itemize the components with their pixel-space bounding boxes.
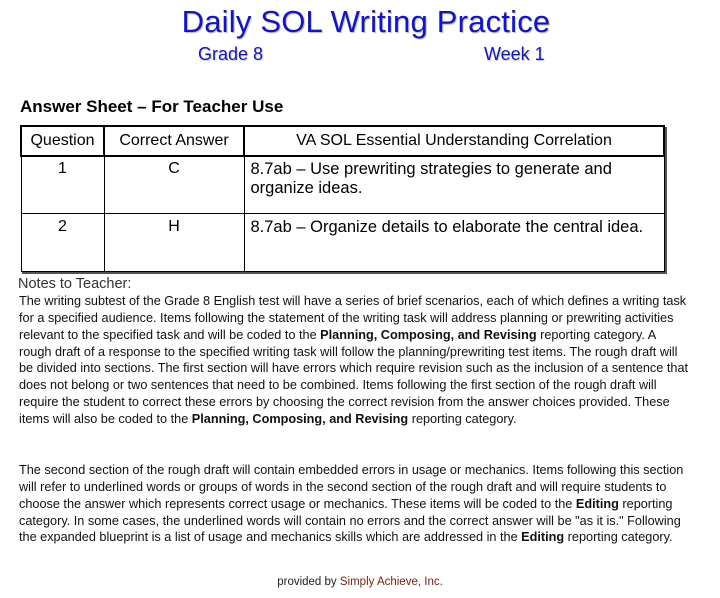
footer-prefix: provided by [277,576,340,588]
notes-paragraph-2 [19,462,689,546]
notes-text: reporting category. In some cases, the underlined words will contain no errors and the correct answer will be "as it is." Following the expanded blueprint is a list of usage and mechanics skills which are addressed in the [19,496,681,545]
reporting-category: Editing [521,530,565,545]
notes-text: reporting category. A rough draft of a response to the specified writing task will follow the planning/prewriting test items. The rough draft will be divided into sections. The first section will have errors which require revision such as the inclusion of a sentence that does not belong or two sentences that need to be combined. Items following the first section of the rough draft will require the student to correct these errors by choosing the correct revision from the answer choices provided. These items will also be coded to the [19,327,689,426]
notes-text: The writing subtest of the Grade 8 English test will have a series of brief scenarios, each of which defines a writing task for a specified audience. Items following the statement of the writing task will address planning or prewriting activities relevant to the specified task and will be coded to the [19,294,687,342]
correct-answer: H [104,214,244,272]
table-row [21,214,664,272]
answer-table [20,125,665,272]
notes-paragraph-1 [19,293,689,428]
column-header-question: Question [21,126,104,156]
answer-sheet-title: Answer Sheet – For Teacher Use [20,97,284,116]
notes-text: reporting category. [408,411,517,426]
reporting-category: Planning, Composing, and Revising [320,327,537,342]
reporting-category: Editing [575,496,619,511]
notes-label: Notes to Teacher: [18,276,132,292]
notes-text: reporting category. [564,530,673,545]
correlation-text: 8.7ab – Organize details to elaborate the central idea. [244,214,664,272]
footer-credit [0,576,720,588]
question-number: 1 [21,156,104,214]
notes-text: The second section of the rough draft will contain embedded errors in usage or mechanics. Items following this section will refer to underlined words or groups of words in the second section of the rough draft and will require students to choose the answer which represents correct usage or mechanics. These items will be coded to the [19,463,684,511]
question-number: 2 [21,214,104,272]
reporting-category: Planning, Composing, and Revising [191,411,409,426]
table-row [21,156,664,214]
column-header-correlation: VA SOL Essential Understanding Correlation [244,126,664,156]
column-header-correct-answer: Correct Answer [104,126,244,156]
week-label: Week 1 [484,44,545,64]
page-title: Daily SOL Writing Practice [181,4,551,39]
brand-name: Simply Achieve, Inc. [339,576,443,588]
table-header-row [21,126,664,156]
grade-label: Grade 8 [198,44,264,64]
correct-answer: C [104,156,244,214]
correlation-text: 8.7ab – Use prewriting strategies to generate and organize ideas. [244,156,664,214]
